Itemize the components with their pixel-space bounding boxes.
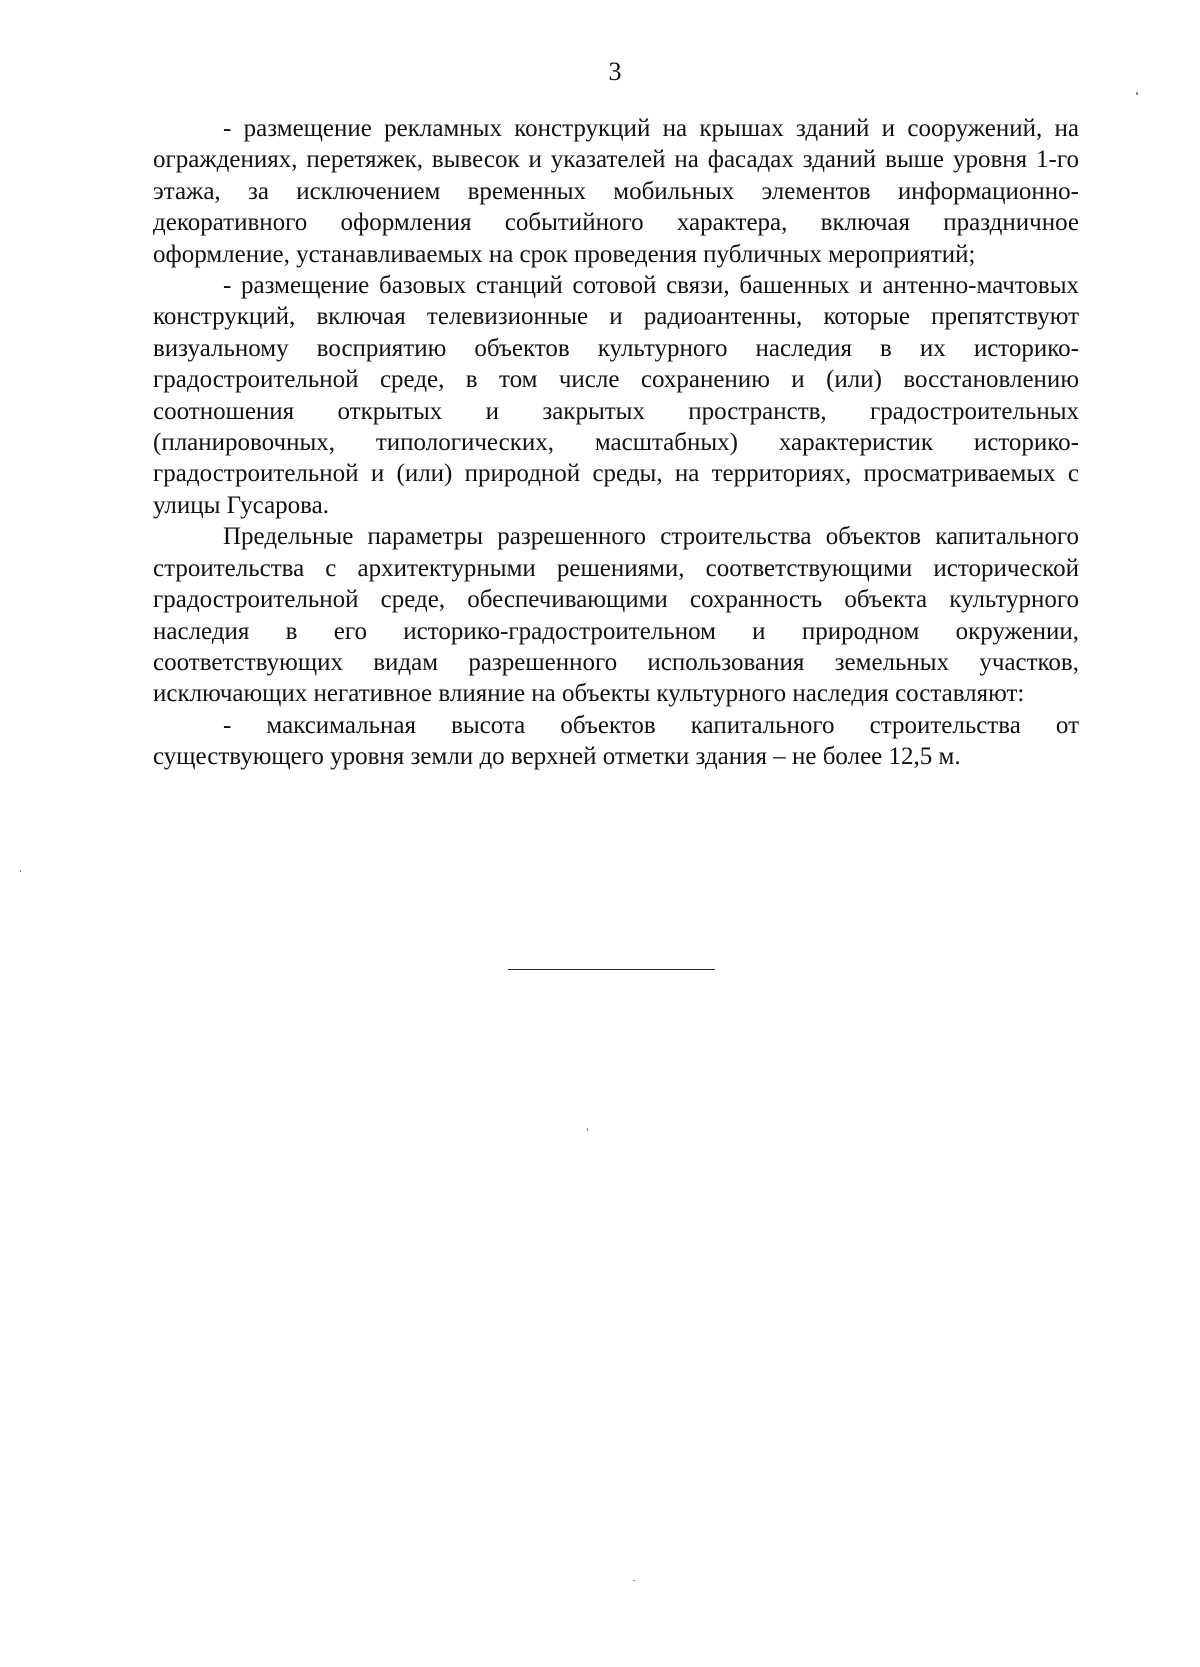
document-body [153,113,1079,773]
scan-speck [587,1128,588,1131]
scan-speck [633,1580,635,1581]
end-separator-line [508,969,715,970]
page-number: 3 [608,57,622,86]
paragraph-antenna-restriction: - размещение базовых станций сотовой связи, башенных и антенно-мачтовых конструкций, включая телевизионные и радиоантенны, которые препятствуют визуальному восприятию объектов культурного наследия в их историко-градостроительной среде, в том числе сохранению и (или) восстановлению соотношения открытых и закрытых пространств, градостроительных (планировочных, типологических, масштабных) характеристик историко-градостроительной и (или) природной среды, на территориях, просматриваемых с улицы Гусарова. [153,272,1079,519]
scan-speck [20,870,21,872]
paragraph-construction-parameters: Предельные параметры разрешенного строительства объектов капитального строительства с архитектурными решениями, соответствующими исторической градостроительной среде, обеспечивающими сохранность объекта культурного наследия в его историко-градостроительном и природном окружении, соответствующих видам разрешенного использования земельных участков, исключающих негативное влияние на объекты культурного наследия составляют: [153,523,1079,708]
paragraph-max-height: - максимальная высота объектов капитального строительства от существующего уровня земли до верхней отметки здания – не более 12,5 м. [153,711,1079,771]
scan-speck [1136,92,1138,95]
paragraph-advertising-restriction: - размещение рекламных конструкций на крышах зданий и сооружений, на ограждениях, перетяжек, вывесок и указателей на фасадах зданий выше уровня 1-го этажа, за исключением временных мобильных элементов информационно-декоративного оформления событийного характера, включая праздничное оформление, устанавливаемых на срок проведения публичных мероприятий; [153,115,1079,268]
